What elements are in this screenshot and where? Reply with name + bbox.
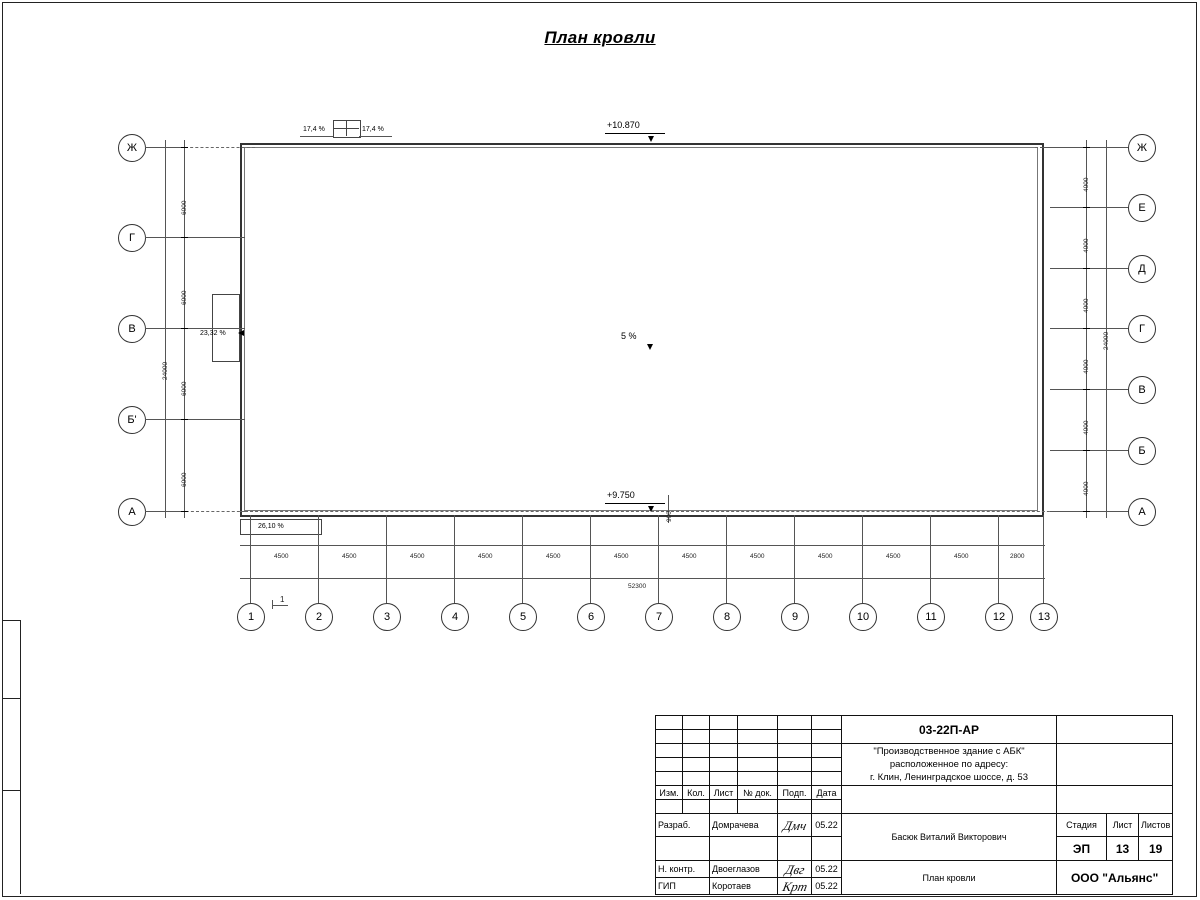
slope-label-5: 26,10 % xyxy=(258,523,284,530)
axis-bottom-line-11 xyxy=(930,515,931,603)
axis-circle-bottom-12[interactable]: 12 xyxy=(985,603,1013,631)
dim-tick-left-5 xyxy=(181,511,188,512)
section-mark-line xyxy=(272,605,288,606)
dim-right-4: 4000 xyxy=(1083,359,1090,374)
sheet-name: План кровли xyxy=(842,861,1057,895)
date-normcontrol: 05.22 xyxy=(812,861,842,878)
dim-left-3: 6000 xyxy=(181,381,188,396)
slope-label-2: 17,4 % xyxy=(362,126,384,133)
stage-value: ЭП xyxy=(1057,837,1107,861)
blank-cell xyxy=(710,837,778,861)
blank-cell xyxy=(778,800,812,814)
dim-right-3: 4000 xyxy=(1083,298,1090,313)
dim-chain-right-inner xyxy=(1086,140,1087,518)
dim-bottom-5: 4500 xyxy=(546,553,561,560)
axis-circle-left-a[interactable]: А xyxy=(118,498,146,526)
blank-cell xyxy=(683,758,710,772)
blank-cell xyxy=(778,758,812,772)
blank-cell xyxy=(812,800,842,814)
roof-top-leader-left xyxy=(300,136,333,137)
blank-cell xyxy=(656,730,683,744)
dim-chain-bottom-inner xyxy=(240,545,1045,546)
level-bottom-underline xyxy=(605,503,665,504)
axis-circle-left-v[interactable]: В xyxy=(118,315,146,343)
sheet-value: 13 xyxy=(1107,837,1139,861)
axis-circle-left-bs[interactable]: Б' xyxy=(118,406,146,434)
level-top-underline xyxy=(605,133,665,134)
object-name xyxy=(842,744,1057,786)
blank-cell xyxy=(656,800,683,814)
axis-circle-bottom-2[interactable]: 2 xyxy=(305,603,333,631)
axis-bottom-line-8 xyxy=(726,515,727,603)
blank-cell xyxy=(1057,716,1173,744)
dim-chain-bottom-outer xyxy=(240,578,1045,579)
dim-right-2: 4000 xyxy=(1083,238,1090,253)
axis-bottom-line-6 xyxy=(590,515,591,603)
blank-cell xyxy=(812,744,842,758)
dim-bottom-1: 4500 xyxy=(274,553,289,560)
axis-left-line-v xyxy=(145,328,245,329)
axis-bottom-line-10 xyxy=(862,515,863,603)
axis-bottom-line-9 xyxy=(794,515,795,603)
axis-circle-bottom-1[interactable]: 1 xyxy=(237,603,265,631)
dim-bottom-3: 4500 xyxy=(410,553,425,560)
axis-left-line-g xyxy=(145,237,245,238)
dim-bottom-9: 4500 xyxy=(818,553,833,560)
dim-bottom-4: 4500 xyxy=(478,553,493,560)
blank-cell xyxy=(656,837,710,861)
blank-cell xyxy=(778,716,812,730)
dim-tick-left-4 xyxy=(181,419,188,420)
name-normcontrol: Двоеглазов xyxy=(710,861,778,878)
blank-cell xyxy=(738,716,778,730)
date-gip: 05.22 xyxy=(812,878,842,895)
roof-top-hatch-mid xyxy=(333,128,359,129)
blank-cell xyxy=(812,772,842,786)
signature-normcontrol: Двг xyxy=(776,861,814,878)
dim-bottom-8: 4500 xyxy=(750,553,765,560)
axis-bottom-line-12 xyxy=(998,515,999,603)
date-developer: 05.22 xyxy=(812,814,842,837)
blank-cell xyxy=(656,744,683,758)
dim-right-total: 24000 xyxy=(1103,331,1110,350)
title-block-table xyxy=(655,715,1173,895)
axis-circle-bottom-10[interactable]: 10 xyxy=(849,603,877,631)
dim-right-1: 4000 xyxy=(1083,177,1090,192)
col-header-doc: № док. xyxy=(738,786,778,800)
blank-cell xyxy=(842,786,1057,814)
blank-cell xyxy=(1057,744,1173,786)
object-name-line1: "Производственное здание с АБК" расположенное по адресу: xyxy=(873,746,1025,770)
axis-circle-bottom-8[interactable]: 8 xyxy=(713,603,741,631)
axis-circle-bottom-6[interactable]: 6 xyxy=(577,603,605,631)
blank-cell xyxy=(778,730,812,744)
axis-circle-right-g[interactable]: Г xyxy=(1128,315,1156,343)
col-header-data: Дата xyxy=(812,786,842,800)
dim-tick-right-1 xyxy=(1083,147,1090,148)
blank-cell xyxy=(710,758,738,772)
dim-left-total: 24000 xyxy=(162,361,169,380)
col-header-kol: Кол. xyxy=(683,786,710,800)
blank-cell xyxy=(683,716,710,730)
slope-label-4: 23,32 % xyxy=(200,330,226,337)
axis-circle-right-v[interactable]: В xyxy=(1128,376,1156,404)
dim-chain-left-inner xyxy=(184,140,185,518)
section-mark-1: 1 xyxy=(280,595,285,604)
dim-bottom-total: 52300 xyxy=(628,583,647,590)
stage-label: Стадия xyxy=(1057,814,1107,837)
col-header-podp: Подп. xyxy=(778,786,812,800)
blank-cell xyxy=(683,800,710,814)
level-mark-bottom: +9.750 xyxy=(607,490,635,500)
blank-cell xyxy=(710,800,738,814)
dim-bottom-10: 4500 xyxy=(886,553,901,560)
dim-right-5: 4000 xyxy=(1083,420,1090,435)
blank-cell xyxy=(683,744,710,758)
sheets-label: Листов xyxy=(1139,814,1173,837)
dim-bottom-12: 2800 xyxy=(1010,553,1025,560)
col-header-list: Лист xyxy=(710,786,738,800)
title-block xyxy=(655,715,1200,893)
slope-arrow-center xyxy=(647,344,653,350)
axis-circle-bottom-9[interactable]: 9 xyxy=(781,603,809,631)
dim-left-2: 6000 xyxy=(181,290,188,305)
blank-cell xyxy=(656,758,683,772)
sheet-left-margin-divider-1 xyxy=(2,620,20,621)
blank-cell xyxy=(656,716,683,730)
blank-cell xyxy=(738,730,778,744)
role-normcontrol: Н. контр. xyxy=(656,861,710,878)
level-top-arrow xyxy=(648,136,654,142)
axis-left-line-bs xyxy=(145,419,245,420)
blank-cell xyxy=(656,772,683,786)
axis-circle-bottom-5[interactable]: 5 xyxy=(509,603,537,631)
axis-bottom-line-1 xyxy=(250,515,251,603)
dim-left-4: 6000 xyxy=(181,472,188,487)
blank-cell xyxy=(710,744,738,758)
axis-circle-right-d[interactable]: Д xyxy=(1128,255,1156,283)
axis-circle-bottom-4[interactable]: 4 xyxy=(441,603,469,631)
blank-cell xyxy=(812,716,842,730)
blank-cell xyxy=(683,730,710,744)
blank-cell xyxy=(683,772,710,786)
axis-bottom-line-5 xyxy=(522,515,523,603)
blank-cell xyxy=(812,730,842,744)
dim-chain-left-outer xyxy=(165,140,166,518)
dim-tick-right-5 xyxy=(1083,389,1090,390)
name-gip: Коротаев xyxy=(710,878,778,895)
dim-bottom-6: 4500 xyxy=(614,553,629,560)
axis-circle-right-e[interactable]: Е xyxy=(1128,194,1156,222)
axis-circle-right-a[interactable]: А xyxy=(1128,498,1156,526)
sheet-left-margin-divider-2 xyxy=(2,698,20,699)
axis-bottom-line-3 xyxy=(386,515,387,603)
section-mark-tick xyxy=(272,600,273,609)
project-code: 03-22П-АР xyxy=(842,716,1057,744)
sheet-label: Лист xyxy=(1107,814,1139,837)
axis-circle-bottom-7[interactable]: 7 xyxy=(645,603,673,631)
blank-cell xyxy=(778,837,812,861)
dim-tick-right-4 xyxy=(1083,328,1090,329)
roof-inner-outline xyxy=(244,147,1038,511)
customer-name: Басюк Виталий Викторович xyxy=(842,814,1057,861)
roof-top-hatch-box xyxy=(333,120,361,138)
blank-cell xyxy=(738,744,778,758)
dim-bottom-11: 4500 xyxy=(954,553,969,560)
dim-tick-left-1 xyxy=(181,147,188,148)
roof-top-leader-right xyxy=(359,136,392,137)
dim-900-label: 900 xyxy=(666,511,673,522)
slope-arrow-left xyxy=(238,330,244,336)
axis-circle-left-g[interactable]: Г xyxy=(118,224,146,252)
name-developer: Домрачева xyxy=(710,814,778,837)
blank-cell xyxy=(1057,786,1173,814)
dim-tick-left-2 xyxy=(181,237,188,238)
blank-cell xyxy=(778,744,812,758)
axis-circle-bottom-13[interactable]: 13 xyxy=(1030,603,1058,631)
sheets-value: 19 xyxy=(1139,837,1173,861)
axis-circle-right-b[interactable]: Б xyxy=(1128,437,1156,465)
axis-circle-right-zh[interactable]: Ж xyxy=(1128,134,1156,162)
sheet-left-margin-column xyxy=(2,620,21,894)
company-name: ООО "Альянс" xyxy=(1057,861,1173,895)
signature-developer: Дмч xyxy=(775,814,814,837)
dim-tick-right-7 xyxy=(1083,511,1090,512)
axis-bottom-line-4 xyxy=(454,515,455,603)
slope-label-1: 17,4 % xyxy=(303,126,325,133)
drawing-title xyxy=(0,28,1200,48)
axis-circle-left-zh[interactable]: Ж xyxy=(118,134,146,162)
dim-tick-right-3 xyxy=(1083,268,1090,269)
drawing-title-text: План кровли xyxy=(544,28,656,47)
dim-tick-right-2 xyxy=(1083,207,1090,208)
axis-circle-bottom-11[interactable]: 11 xyxy=(917,603,945,631)
axis-zh-dashed-line xyxy=(185,147,255,148)
role-developer: Разраб. xyxy=(656,814,710,837)
col-header-izm: Изм. xyxy=(656,786,683,800)
dim-chain-right-outer xyxy=(1106,140,1107,518)
blank-cell xyxy=(710,716,738,730)
object-name-line2: г. Клин, Ленинградское шоссе, д. 53 xyxy=(870,772,1028,783)
axis-bottom-line-7 xyxy=(658,515,659,603)
dim-bottom-2: 4500 xyxy=(342,553,357,560)
axis-circle-bottom-3[interactable]: 3 xyxy=(373,603,401,631)
dim-tick-right-6 xyxy=(1083,450,1090,451)
slope-label-3: 5 % xyxy=(621,331,637,341)
dim-bottom-7: 4500 xyxy=(682,553,697,560)
dim-tick-left-3 xyxy=(181,328,188,329)
blank-cell xyxy=(738,758,778,772)
sheet-left-margin-divider-3 xyxy=(2,790,20,791)
axis-bottom-line-13 xyxy=(1043,515,1044,603)
blank-cell xyxy=(812,758,842,772)
axis-bottom-line-2 xyxy=(318,515,319,603)
blank-cell xyxy=(738,800,778,814)
role-gip: ГИП xyxy=(656,878,710,895)
level-mark-top: +10.870 xyxy=(607,120,640,130)
blank-cell xyxy=(710,772,738,786)
blank-cell xyxy=(778,772,812,786)
dim-right-6: 4000 xyxy=(1083,481,1090,496)
signature-gip: Крт xyxy=(776,878,814,895)
blank-cell xyxy=(812,837,842,861)
blank-cell xyxy=(710,730,738,744)
blank-cell xyxy=(738,772,778,786)
dim-left-1: 6000 xyxy=(181,200,188,215)
